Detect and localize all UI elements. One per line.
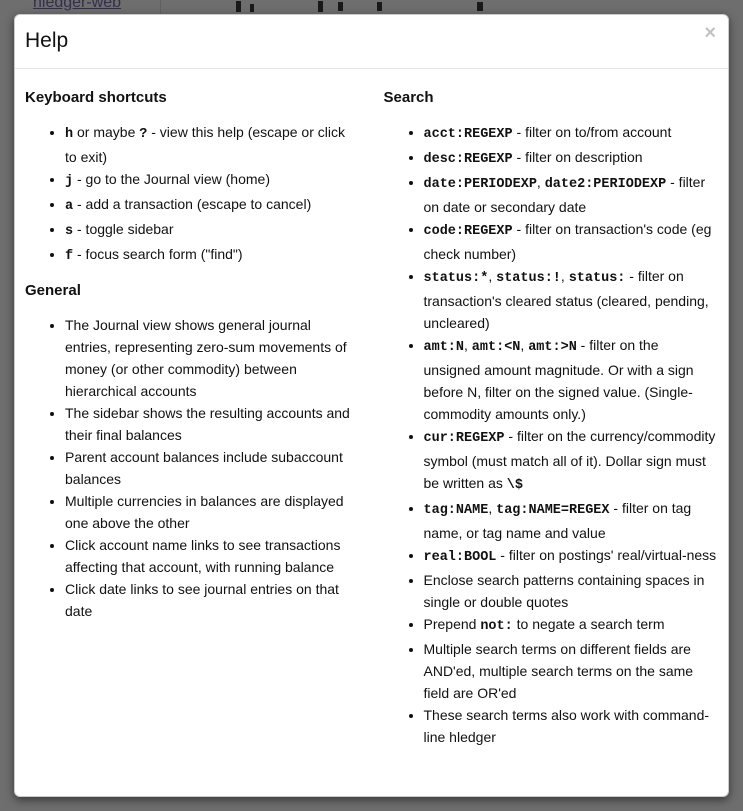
help-list-item: • tag:NAME, tag:NAME=REGEX - filter on tag name, or tag name and value bbox=[424, 497, 719, 544]
code-term: f bbox=[65, 249, 74, 264]
code-term: date2:PERIODEXP bbox=[544, 177, 667, 192]
help-list-item: • h or maybe ? - view this help (escape or click to exit) bbox=[65, 121, 354, 168]
section-list bbox=[25, 314, 354, 622]
modal-body bbox=[15, 69, 728, 771]
help-list-item: • status:*, status:!, status: - filter on transaction's cleared status (cleared, pending, uncleared) bbox=[424, 265, 719, 334]
code-term: not: bbox=[480, 619, 513, 634]
help-modal bbox=[14, 14, 729, 797]
code-term: a bbox=[65, 199, 74, 214]
help-list-item: • Enclose search patterns containing spaces in single or double quotes bbox=[424, 569, 719, 613]
help-list-item: • s - toggle sidebar bbox=[65, 218, 354, 243]
help-column-right bbox=[372, 75, 719, 761]
help-list-item: • The sidebar shows the resulting accounts and their final balances bbox=[65, 402, 354, 446]
code-term: amt:N bbox=[423, 340, 465, 355]
help-list-item: • a - add a transaction (escape to cancel) bbox=[65, 193, 354, 218]
section-list bbox=[384, 121, 719, 748]
section-heading: General bbox=[25, 282, 81, 299]
code-term: j bbox=[65, 174, 74, 189]
code-term: \$ bbox=[506, 478, 523, 493]
code-term: tag:NAME=REGEX bbox=[496, 503, 610, 518]
help-list-item: • Multiple currencies in balances are displayed one above the other bbox=[65, 490, 354, 534]
code-term: status:* bbox=[423, 271, 489, 286]
section-heading: Search bbox=[383, 89, 434, 106]
code-term: cur:REGEXP bbox=[423, 431, 505, 446]
help-list-item: • date:PERIODEXP, date2:PERIODEXP - filter on date or secondary date bbox=[424, 171, 719, 218]
modal-title: Help bbox=[25, 29, 69, 52]
code-term: h bbox=[65, 127, 74, 142]
section-list bbox=[25, 121, 354, 268]
help-list-item: • Click account name links to see transactions affecting that account, with running balance bbox=[65, 534, 354, 578]
code-term: s bbox=[65, 224, 74, 239]
help-list-item: • code:REGEXP - filter on transaction's code (eg check number) bbox=[424, 218, 719, 265]
modal-header bbox=[15, 15, 728, 69]
help-list-item: • real:BOOL - filter on postings' real/virtual-ness bbox=[424, 544, 719, 569]
help-list-item: • Click date links to see journal entries on that date bbox=[65, 578, 354, 622]
help-list-item: • j - go to the Journal view (home) bbox=[65, 168, 354, 193]
help-list-item: • acct:REGEXP - filter on to/from account bbox=[424, 121, 719, 146]
help-list-item: • f - focus search form ("find") bbox=[65, 243, 354, 268]
code-term: date:PERIODEXP bbox=[423, 177, 537, 192]
code-term: desc:REGEXP bbox=[423, 152, 513, 167]
help-list-item: • Prepend not: to negate a search term bbox=[424, 613, 719, 638]
close-button[interactable]: × bbox=[704, 22, 716, 44]
help-list-item: • These search terms also work with command-line hledger bbox=[424, 704, 719, 748]
help-list-item: • cur:REGEXP - filter on the currency/commodity symbol (must match all of it). Dollar sign must be written as \$ bbox=[424, 425, 719, 497]
code-term: tag:NAME bbox=[423, 503, 489, 518]
help-list-item: • amt:N, amt:<N, amt:>N - filter on the unsigned amount magnitude. Or with a sign before N, filter on the signed value. (Single-commodity amounts only.) bbox=[424, 334, 719, 425]
code-term: amt:<N bbox=[471, 340, 521, 355]
help-column-left bbox=[25, 75, 372, 635]
section-heading: Keyboard shortcuts bbox=[25, 89, 167, 106]
code-term: real:BOOL bbox=[423, 550, 497, 565]
code-term: amt:>N bbox=[528, 340, 577, 355]
code-term: ? bbox=[139, 127, 148, 142]
help-list-item: • desc:REGEXP - filter on description bbox=[424, 146, 719, 171]
code-term: acct:REGEXP bbox=[423, 127, 513, 142]
code-term: code:REGEXP bbox=[423, 224, 513, 239]
help-list-item: • The Journal view shows general journal entries, representing zero-sum movements of money (or other commodity) between hierarchical accounts bbox=[65, 314, 354, 402]
help-list-item: • Parent account balances include subaccount balances bbox=[65, 446, 354, 490]
code-term: status: bbox=[568, 271, 626, 286]
code-term: status:! bbox=[496, 271, 561, 286]
help-list-item: • Multiple search terms on different fields are AND'ed, multiple search terms on the same field are OR'ed bbox=[424, 638, 719, 704]
